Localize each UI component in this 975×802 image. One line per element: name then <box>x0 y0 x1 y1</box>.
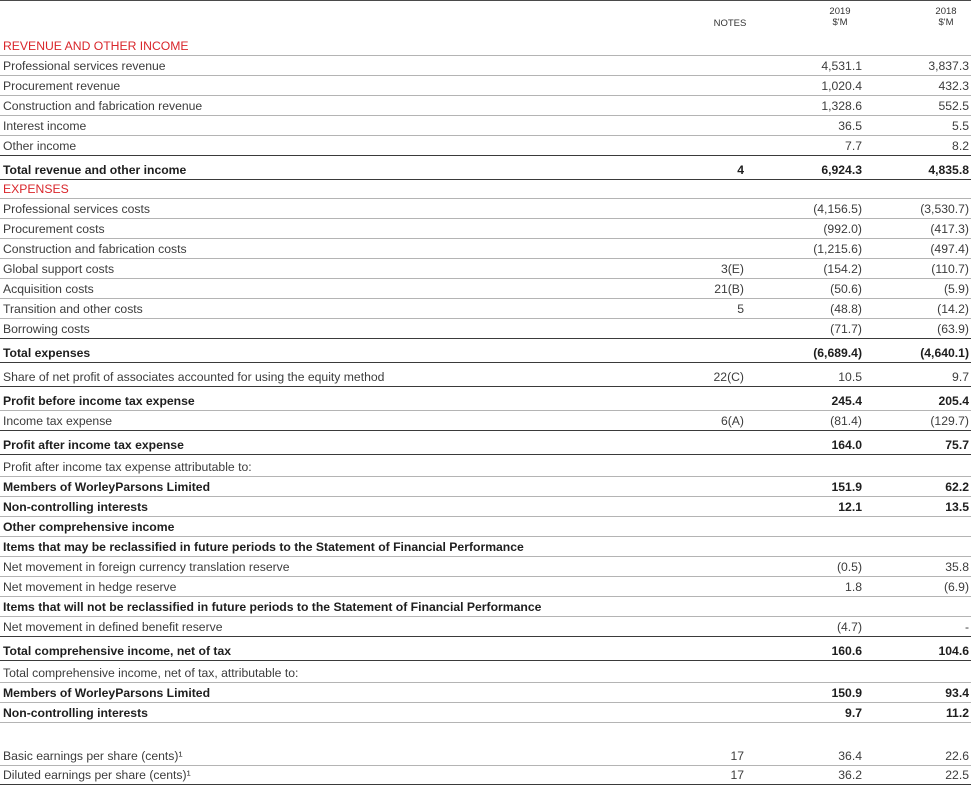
value-2018: (4,640.1) <box>920 346 969 360</box>
row-note: 22(C) <box>713 370 744 384</box>
row-label: Total revenue and other income <box>3 163 187 177</box>
row-label: Procurement revenue <box>3 79 121 93</box>
row-label: Global support costs <box>3 262 115 276</box>
table-row <box>0 516 971 536</box>
value-2018: 4,835.8 <box>928 163 969 177</box>
value-2018: 11.2 <box>945 706 969 720</box>
table-header <box>0 0 971 35</box>
row-label: Non-controlling interests <box>3 500 148 514</box>
value-2019: 6,924.3 <box>821 163 862 177</box>
row-note: 5 <box>737 302 744 316</box>
row-label: EXPENSES <box>3 182 69 196</box>
value-2018: 13.5 <box>945 500 969 514</box>
notes-column-header: NOTES <box>713 18 747 29</box>
table-row <box>0 95 971 115</box>
value-2019: (81.4) <box>830 414 862 428</box>
value-2019: (4,156.5) <box>813 202 862 216</box>
table-row <box>0 410 971 430</box>
row-label: Items that may be reclassified in future periods to the Statement of Financial Performance <box>3 540 524 554</box>
value-2018: (5.9) <box>943 282 969 296</box>
row-label: Members of WorleyParsons Limited <box>3 480 211 494</box>
table-row <box>0 476 971 496</box>
table-row <box>0 765 971 785</box>
value-2019: 151.9 <box>831 480 862 494</box>
table-row <box>0 702 971 722</box>
year-2019-column-header: 2019 $'M <box>829 6 851 28</box>
table-row <box>0 636 971 660</box>
value-2019: (0.5) <box>836 560 862 574</box>
value-2019: 12.1 <box>838 500 862 514</box>
value-2019: (6,689.4) <box>813 346 862 360</box>
row-note: 3(E) <box>720 262 744 276</box>
value-2018: 432.3 <box>938 79 969 93</box>
table-row <box>0 454 971 476</box>
table-row <box>0 258 971 278</box>
row-label: Net movement in defined benefit reserve <box>3 620 223 634</box>
row-label: Acquisition costs <box>3 282 94 296</box>
value-2018: 9.7 <box>952 370 969 384</box>
row-label: Profit after income tax expense <box>3 438 184 452</box>
table-row <box>0 135 971 155</box>
table-row <box>0 298 971 318</box>
table-row <box>0 616 971 636</box>
statement-rows <box>0 35 971 785</box>
value-2019: 36.2 <box>838 768 862 782</box>
table-row <box>0 115 971 135</box>
value-2019: 245.4 <box>831 394 862 408</box>
row-label: Members of WorleyParsons Limited <box>3 686 211 700</box>
row-label: Income tax expense <box>3 414 113 428</box>
row-label: Total expenses <box>3 346 91 360</box>
value-2019: (50.6) <box>830 282 862 296</box>
row-label: Professional services costs <box>3 202 150 216</box>
row-label: Transition and other costs <box>3 302 143 316</box>
table-row <box>0 556 971 576</box>
table-row <box>0 362 971 386</box>
value-2018: 75.7 <box>945 438 969 452</box>
row-label: Borrowing costs <box>3 322 90 336</box>
value-2018: 552.5 <box>938 99 969 113</box>
row-label: Diluted earnings per share (cents)¹ <box>3 768 191 782</box>
value-2019: 4,531.1 <box>821 59 862 73</box>
row-label: Construction and fabrication costs <box>3 242 187 256</box>
value-2018: (14.2) <box>937 302 969 316</box>
table-row <box>0 179 971 198</box>
value-2018: 205.4 <box>938 394 969 408</box>
table-row <box>0 660 971 682</box>
row-note: 17 <box>730 749 744 763</box>
value-2019: 150.9 <box>831 686 862 700</box>
table-row <box>0 338 971 362</box>
row-label: Basic earnings per share (cents)¹ <box>3 749 183 763</box>
table-row <box>0 496 971 516</box>
table-row <box>0 35 971 55</box>
row-note: 21(B) <box>714 282 744 296</box>
row-label: Profit before income tax expense <box>3 394 195 408</box>
row-label: Total comprehensive income, net of tax, attributable to: <box>3 666 299 680</box>
value-2019: (992.0) <box>823 222 862 236</box>
table-row <box>0 278 971 298</box>
table-row <box>0 386 971 410</box>
value-2019: (71.7) <box>830 322 862 336</box>
value-2018: (63.9) <box>937 322 969 336</box>
value-2019: 164.0 <box>831 438 862 452</box>
row-label: REVENUE AND OTHER INCOME <box>3 39 189 53</box>
value-2019: (4.7) <box>836 620 862 634</box>
value-2019: (154.2) <box>823 262 862 276</box>
value-2019: (48.8) <box>830 302 862 316</box>
table-row <box>0 75 971 95</box>
value-2018: (129.7) <box>930 414 969 428</box>
row-label: Other comprehensive income <box>3 520 175 534</box>
value-2019: 7.7 <box>845 139 862 153</box>
value-2018: (110.7) <box>931 262 969 276</box>
row-label: Net movement in hedge reserve <box>3 580 177 594</box>
table-row <box>0 318 971 338</box>
value-2018: 3,837.3 <box>928 59 969 73</box>
value-2019: 1,020.4 <box>821 79 862 93</box>
value-2019: 9.7 <box>845 706 862 720</box>
table-row <box>0 536 971 556</box>
value-2018: (497.4) <box>930 242 969 256</box>
table-row <box>0 198 971 218</box>
value-2019: 36.5 <box>838 119 862 133</box>
row-label: Non-controlling interests <box>3 706 148 720</box>
table-row <box>0 576 971 596</box>
value-2019: 10.5 <box>838 370 862 384</box>
row-label: Procurement costs <box>3 222 105 236</box>
value-2018: (417.3) <box>930 222 969 236</box>
table-row <box>0 218 971 238</box>
row-note: 6(A) <box>720 414 744 428</box>
row-label: Professional services revenue <box>3 59 166 73</box>
value-2018: 104.6 <box>938 644 969 658</box>
table-row <box>0 596 971 616</box>
row-label: Net movement in foreign currency translation reserve <box>3 560 290 574</box>
value-2019: (1,215.6) <box>813 242 862 256</box>
table-row <box>0 430 971 454</box>
row-label: Share of net profit of associates accounted for using the equity method <box>3 370 385 384</box>
value-2018: (3,530.7) <box>920 202 969 216</box>
row-note: 4 <box>737 163 744 177</box>
value-2018: 22.6 <box>945 749 969 763</box>
row-note: 17 <box>730 768 744 782</box>
row-label: Interest income <box>3 119 87 133</box>
value-2018: 35.8 <box>945 560 969 574</box>
value-2018: - <box>964 620 969 634</box>
value-2018: 22.5 <box>945 768 969 782</box>
table-row <box>0 55 971 75</box>
row-label: Other income <box>3 139 77 153</box>
year-2018-column-header: 2018 $'M <box>935 6 957 28</box>
value-2018: 8.2 <box>952 139 969 153</box>
row-label: Profit after income tax expense attributable to: <box>3 460 252 474</box>
value-2018: 5.5 <box>952 119 969 133</box>
value-2019: 1,328.6 <box>821 99 862 113</box>
value-2019: 160.6 <box>831 644 862 658</box>
row-label: Construction and fabrication revenue <box>3 99 203 113</box>
value-2019: 1.8 <box>845 580 862 594</box>
row-label: Items that will not be reclassified in future periods to the Statement of Financial Performance <box>3 600 542 614</box>
value-2018: 62.2 <box>945 480 969 494</box>
row-label: Total comprehensive income, net of tax <box>3 644 232 658</box>
value-2018: (6.9) <box>943 580 969 594</box>
value-2019: 36.4 <box>838 749 862 763</box>
table-row <box>0 155 971 179</box>
table-row <box>0 682 971 702</box>
table-row <box>0 238 971 258</box>
value-2018: 93.4 <box>945 686 969 700</box>
table-row <box>0 722 971 765</box>
